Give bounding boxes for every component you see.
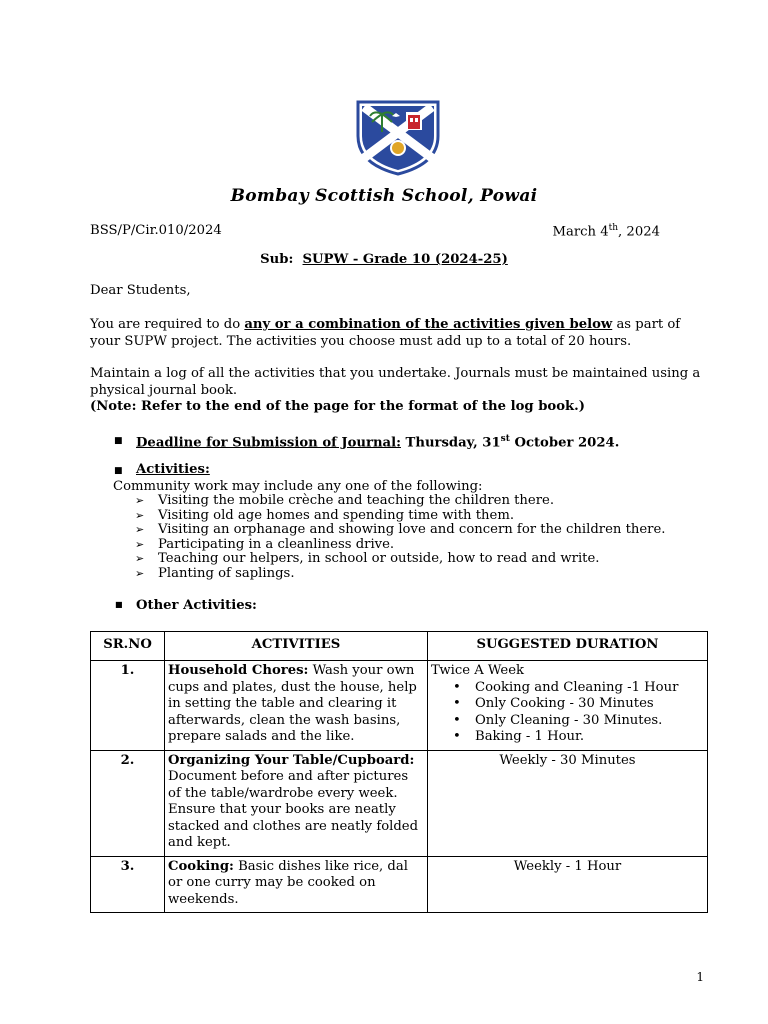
list-item xyxy=(135,494,666,509)
square-bullet-icon: ■ xyxy=(114,466,123,476)
activity-desc: Basic dishes like rice, dal or one curry may be cooked on weekends. xyxy=(168,858,408,907)
list-item: • Baking - 1 Hour. xyxy=(453,729,704,746)
activity-cell xyxy=(165,661,428,751)
activity-cell xyxy=(165,750,428,856)
table-row xyxy=(91,856,708,913)
list-item xyxy=(135,552,666,567)
row-number: 3. xyxy=(91,856,165,913)
intro-emphasis: any or a combination of the activities given below xyxy=(244,317,613,332)
list-item xyxy=(135,523,666,538)
activities-table xyxy=(90,631,708,913)
arrow-bullet-icon: ➢ xyxy=(135,508,145,522)
intro-before: You are required to do xyxy=(90,317,245,332)
list-item: • Only Cooking - 30 Minutes xyxy=(453,696,704,713)
list-item-text: Visiting the mobile crèche and teaching the children there. xyxy=(158,493,555,508)
deadline-label: Deadline for Submission of Journal: xyxy=(136,435,401,451)
salutation: Dear Students, xyxy=(90,283,191,298)
page-number: 1 xyxy=(696,970,704,984)
list-item: • Cooking and Cleaning -1 Hour xyxy=(453,680,704,697)
circular-date xyxy=(552,223,660,239)
arrow-bullet-icon: ➢ xyxy=(135,537,145,551)
deadline-month: October 2024. xyxy=(509,435,620,451)
intro-paragraph xyxy=(90,317,710,350)
deadline-value: Thursday, 31 xyxy=(400,435,501,451)
log-text: Maintain a log of all the activities that you undertake. Journals must be maintained using a physical journal book. xyxy=(90,366,701,398)
date-main: March 4 xyxy=(552,224,609,240)
activity-cell xyxy=(165,856,428,913)
duration-cell: Weekly - 30 Minutes xyxy=(428,750,708,856)
column-header-activities: ACTIVITIES xyxy=(165,632,428,661)
arrow-bullet-icon: ➢ xyxy=(135,523,145,537)
duration-list xyxy=(431,680,704,746)
row-number: 2. xyxy=(91,750,165,856)
activity-desc: Document before and after pictures of the table/wardrobe every week. Ensure that your books are neatly stacked and clothes are neatly folded and kept. xyxy=(168,769,419,850)
activities-list xyxy=(135,494,666,582)
arrow-bullet-icon: ➢ xyxy=(135,552,145,566)
school-crest-logo xyxy=(352,98,444,176)
duration-cell: Weekly - 1 Hour xyxy=(428,856,708,913)
square-bullet-icon: ■ xyxy=(114,436,123,446)
duration-title: Twice A Week xyxy=(431,663,525,678)
duration-cell xyxy=(428,661,708,751)
arrow-bullet-icon: ➢ xyxy=(135,494,145,507)
arrow-bullet-icon: ➢ xyxy=(135,566,145,580)
school-name: Bombay Scottish School, Powai xyxy=(230,186,538,206)
list-item-text: Visiting old age homes and spending time with them. xyxy=(158,507,515,523)
circular-reference: BSS/P/Cir.010/2024 xyxy=(90,223,222,238)
subject-label: Sub: xyxy=(260,252,294,267)
list-item xyxy=(135,509,666,524)
row-number: 1. xyxy=(91,661,165,751)
activities-heading xyxy=(136,462,756,479)
list-item: • Only Cleaning - 30 Minutes. xyxy=(453,713,704,730)
list-item xyxy=(135,538,666,553)
log-note: (Note: Refer to the end of the page for the format of the log book.) xyxy=(90,399,585,414)
activities-heading-text: Activities: xyxy=(136,462,210,477)
subject-text: SUPW - Grade 10 (2024-25) xyxy=(302,252,508,267)
log-paragraph xyxy=(90,366,710,416)
list-item-text: Visiting an orphanage and showing love and concern for the children there. xyxy=(158,522,666,538)
date-year: , 2024 xyxy=(618,224,660,240)
table-row xyxy=(91,661,708,751)
activities-intro: Community work may include any one of the following: xyxy=(113,479,483,494)
other-activities-heading: Other Activities: xyxy=(136,598,257,613)
column-header-duration: SUGGESTED DURATION xyxy=(428,632,708,661)
table-row xyxy=(91,750,708,856)
activity-desc: Wash your own cups and plates, dust the house, help in setting the table and clearing it afterwards, clean the wash basins, prepare salads and the like. xyxy=(168,663,417,744)
activity-title: Cooking: xyxy=(168,858,234,874)
list-item-text: Planting of saplings. xyxy=(158,565,295,581)
subject-line xyxy=(0,252,768,267)
intro-after: as part of your SUPW project. The activities you choose must add up to a total of 20 hours. xyxy=(90,317,681,349)
table-header-row xyxy=(91,632,708,661)
list-item-text: Participating in a cleanliness drive. xyxy=(158,536,395,552)
activity-title: Household Chores: xyxy=(168,663,309,678)
deadline-ordinal: st xyxy=(500,434,510,444)
list-item xyxy=(135,567,666,582)
date-ordinal: th xyxy=(608,223,619,233)
activity-title: Organizing Your Table/Cupboard: xyxy=(168,752,415,768)
square-bullet-icon: ■ xyxy=(115,600,123,609)
list-item-text: Teaching our helpers, in school or outside, how to read and write. xyxy=(158,551,600,567)
deadline-line xyxy=(136,431,756,452)
column-header-srno: SR.NO xyxy=(91,632,165,661)
